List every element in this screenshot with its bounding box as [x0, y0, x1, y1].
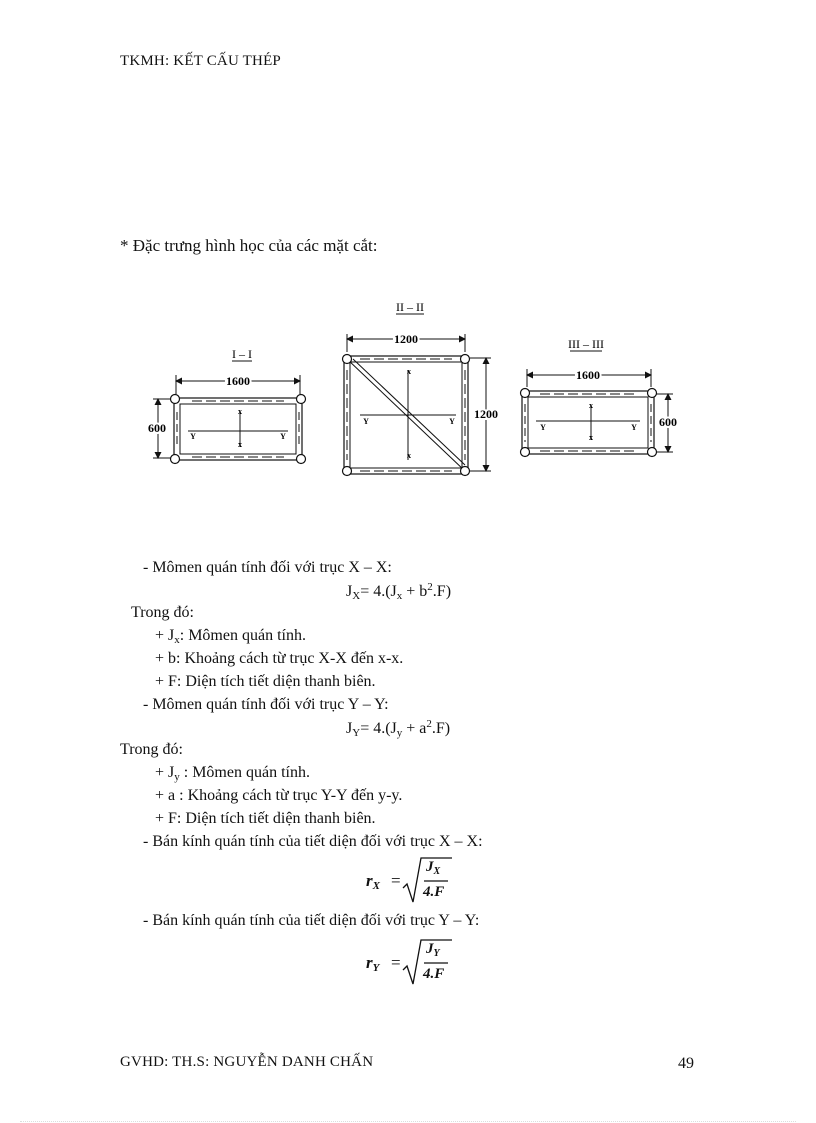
- section-2-axis-y-left: Y: [363, 417, 369, 426]
- item-prefix: + F: [155, 810, 177, 827]
- section-1-axis-x-top: x: [238, 407, 242, 416]
- formula-subscript: X: [352, 590, 361, 602]
- section-1: [148, 347, 306, 464]
- formula-term: + b: [402, 583, 428, 600]
- section-3-height-dim: 600: [659, 415, 677, 429]
- section-3-axis-y-right: Y: [631, 423, 637, 432]
- section-1-axis-x-bottom: x: [238, 440, 242, 449]
- section-2-height-dim: 1200: [474, 407, 498, 421]
- moment-y-heading: - Mômen quán tính đối với trục Y – Y:: [143, 696, 389, 713]
- formula-subscript: y: [396, 727, 403, 739]
- formula-term: + a: [402, 720, 427, 737]
- formula-term: = 4.(J: [360, 720, 397, 737]
- formula-superscript: 2: [426, 718, 432, 730]
- section-3-width-dim: 1600: [576, 368, 600, 382]
- section-2-axis-y-right: Y: [449, 417, 455, 426]
- section-2: [343, 300, 499, 476]
- formula-term: J: [426, 941, 434, 957]
- item-text: : Diện tích tiết diện thanh biên.: [176, 673, 376, 690]
- section-1-height-dim: 600: [148, 421, 166, 435]
- page-header-title: TKMH: KẾT CẤU THÉP: [120, 53, 281, 69]
- section-3-axis-x-bottom: x: [589, 433, 593, 442]
- page-number: 49: [678, 1055, 694, 1072]
- formula-subscript: X: [372, 880, 380, 892]
- moment-y-formula: [346, 718, 450, 739]
- formula-term: .F): [431, 720, 451, 737]
- moment-y-item: [155, 787, 402, 805]
- moment-x-item: [155, 650, 403, 668]
- radius-y-heading: - Bán kính quán tính của tiết diện đối với trục Y – Y:: [143, 912, 480, 929]
- footer-supervisor: GVHD: TH.S: NGUYỄN DANH CHẤN: [120, 1054, 374, 1070]
- section-3-label: III – III: [568, 337, 604, 351]
- item-prefix: + F: [155, 673, 177, 690]
- item-prefix: + J: [155, 764, 175, 781]
- section-3: [521, 337, 678, 457]
- item-text: : Khoảng cách từ trục Y-Y đến y-y.: [175, 787, 403, 804]
- formula-subscript: x: [396, 590, 403, 602]
- moment-x-item: [155, 673, 376, 691]
- section-1-axis-y-left: Y: [190, 432, 196, 441]
- item-text: : Khoảng cách từ trục X-X đến x-x.: [176, 650, 404, 667]
- formula-term: = 4.(J: [360, 583, 397, 600]
- formula-term: J: [426, 859, 434, 875]
- section-1-width-dim: 1600: [226, 374, 250, 388]
- moment-x-formula: [346, 581, 451, 602]
- radius-y-formula: rY = $J_Y$ 4.F: [366, 938, 466, 988]
- formula-subscript: Y: [352, 727, 361, 739]
- section-2-width-dim: 1200: [394, 332, 418, 346]
- moment-y-where-label: Trong đó:: [120, 741, 183, 758]
- section-3-axis-y-left: Y: [540, 423, 546, 432]
- section-2-label: II – II: [396, 300, 424, 314]
- formula-term: J: [346, 583, 353, 600]
- formula-superscript: 2: [427, 581, 433, 593]
- formula-subscript: Y: [433, 948, 440, 959]
- formula-term: r: [366, 871, 373, 890]
- item-text: : Mômen quán tính.: [179, 627, 306, 644]
- section-2-axis-x-bottom: x: [407, 451, 411, 460]
- formula-subscript: Y: [372, 962, 380, 974]
- item-prefix: + b: [155, 650, 177, 667]
- section-2-axis-x-top: x: [407, 367, 411, 376]
- moment-y-item: [155, 764, 310, 783]
- moment-y-item: [155, 810, 376, 828]
- formula-term: r: [366, 953, 373, 972]
- formula-term: 4.F: [423, 966, 445, 982]
- page-bottom-rule: [20, 1121, 796, 1122]
- item-subscript: y: [174, 771, 180, 783]
- item-text: : Diện tích tiết diện thanh biên.: [176, 810, 376, 827]
- section-1-axis-y-right: Y: [280, 432, 286, 441]
- item-subscript: x: [174, 634, 180, 646]
- moment-x-item: [155, 627, 306, 646]
- section-3-axis-x-top: x: [589, 401, 593, 410]
- radius-x-heading: - Bán kính quán tính của tiết diện đối với trục X – X:: [143, 833, 483, 850]
- radius-x-formula: rX = $J_X$ 4.F: [366, 856, 466, 906]
- cross-sections-figure: [0, 290, 816, 530]
- section-title: * Đặc trưng hình học của các mặt cắt:: [120, 236, 378, 255]
- section-1-label: I – I: [232, 347, 252, 361]
- formula-subscript: X: [433, 866, 441, 877]
- item-prefix: + J: [155, 627, 175, 644]
- formula-term: 4.F: [423, 884, 445, 900]
- formula-term: J: [346, 720, 353, 737]
- formula-term: .F): [432, 583, 452, 600]
- item-text: : Mômen quán tính.: [179, 764, 310, 781]
- moment-x-heading: - Mômen quán tính đối với trục X – X:: [143, 559, 392, 576]
- moment-x-where-label: Trong đó:: [131, 604, 194, 621]
- item-prefix: + a: [155, 787, 176, 804]
